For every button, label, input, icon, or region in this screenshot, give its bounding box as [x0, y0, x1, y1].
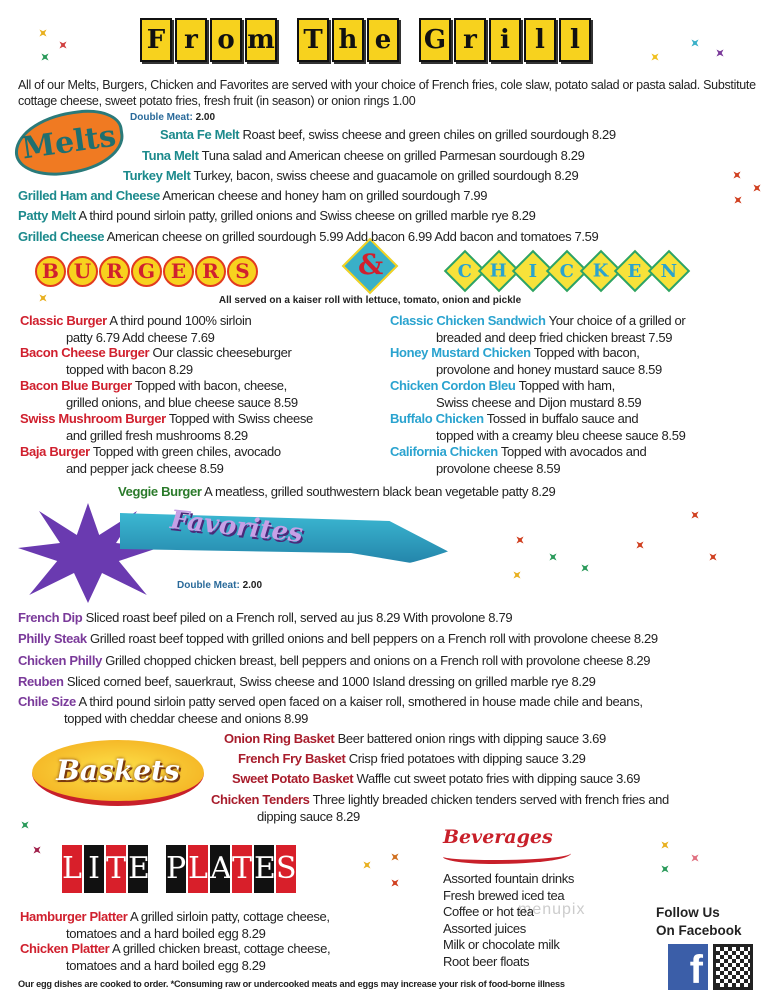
item-desc-cont: dipping sauce 8.29	[257, 809, 360, 824]
banner-letter: I	[512, 250, 554, 292]
ampersand: &	[358, 248, 384, 281]
beverages-swoosh	[443, 846, 571, 864]
title-letter: m	[245, 18, 277, 62]
beverage-item: Assorted juices	[443, 920, 526, 936]
item-name: Onion Ring Basket	[224, 731, 335, 746]
double-meat-label: Double Meat:	[130, 112, 193, 123]
banner-letter: E	[614, 250, 656, 292]
item-desc: Crisp fried potatoes with dipping sauce 3.29	[348, 751, 586, 766]
menu-item	[18, 208, 536, 224]
item-desc: Three lightly breaded chicken tenders served with french fries and	[312, 792, 669, 807]
item-desc: Topped with ham,	[518, 378, 615, 393]
menu-item	[390, 444, 646, 477]
title-letter: F	[140, 18, 172, 62]
item-desc-cont: tomatoes and a hard boiled egg 8.29	[66, 926, 266, 941]
sparkle-icon	[688, 36, 702, 50]
menu-item	[20, 909, 330, 942]
menu-item	[238, 751, 586, 767]
menu-item	[20, 345, 291, 378]
title-letter: o	[210, 18, 242, 62]
sparkle-icon	[731, 193, 745, 207]
menu-item	[123, 168, 578, 184]
double-meat-price: 2.00	[195, 112, 216, 123]
item-desc: Grilled roast beef topped with grilled onions and bell peppers on a French roll with provolone cheese 8.29	[90, 631, 658, 646]
item-desc: Turkey, bacon, swiss cheese and guacamole on grilled sourdough 8.29	[193, 168, 579, 183]
melts-logo: Melts	[10, 105, 128, 182]
qr-code-icon	[713, 944, 753, 990]
item-name: Patty Melt	[18, 208, 76, 223]
sparkle-icon	[578, 561, 592, 575]
item-desc-cont: topped with cheddar cheese and onions 8.99	[64, 711, 309, 726]
follow-line2: On Facebook	[656, 923, 742, 938]
item-desc: Grilled chopped chicken breast, bell peppers and onions on a French roll with provolone cheese 8.29	[105, 653, 651, 668]
title-letter: G	[419, 18, 451, 62]
banner-letter: B	[35, 256, 66, 287]
banner-letter: R	[195, 256, 226, 287]
sparkle-icon	[688, 508, 702, 522]
favorites-title: Favorites	[168, 505, 305, 549]
item-desc-cont: patty 6.79 Add cheese 7.69	[66, 330, 215, 345]
title-letter: e	[367, 18, 399, 62]
item-desc: Topped with avocados and	[500, 444, 647, 459]
item-desc-cont: Swiss cheese and Dijon mustard 8.59	[436, 395, 642, 410]
title-letter: l	[524, 18, 556, 62]
menu-item	[160, 127, 616, 143]
menu-item	[232, 771, 640, 787]
item-name: Chicken Tenders	[211, 792, 310, 807]
title-letter: T	[297, 18, 329, 62]
beverage-item: Fresh brewed iced tea	[443, 887, 565, 903]
item-name: Classic Chicken Sandwich	[390, 313, 546, 328]
sparkle-icon	[30, 843, 44, 857]
sparkle-icon	[648, 50, 662, 64]
sparkle-icon	[546, 550, 560, 564]
item-name: Turkey Melt	[123, 168, 191, 183]
sparkle-icon	[513, 533, 527, 547]
item-desc-cont: and grilled fresh mushrooms 8.29	[66, 428, 248, 443]
menu-item	[211, 792, 669, 825]
baskets-logo: Baskets	[32, 740, 204, 806]
item-desc: Topped with bacon, cheese,	[134, 378, 287, 393]
follow-us	[656, 904, 742, 940]
sparkle-icon	[706, 550, 720, 564]
title-letter: i	[489, 18, 521, 62]
item-name: Grilled Cheese	[18, 229, 105, 244]
menu-item	[18, 229, 598, 245]
title-letter	[280, 18, 294, 62]
banner-letter: C	[444, 250, 486, 292]
item-desc: Beer battered onion rings with dipping sauce 3.69	[337, 731, 606, 746]
double-meat-price: 2.00	[242, 580, 263, 591]
menu-item	[18, 610, 512, 626]
item-desc: Our classic cheeseburger	[152, 345, 292, 360]
item-desc: Sliced corned beef, sauerkraut, Swiss cheese and 1000 Island dressing on grilled marble rye 8.29	[66, 674, 596, 689]
banner-letter: L	[62, 845, 82, 893]
beverage-item: Assorted fountain drinks	[443, 871, 575, 886]
item-desc-cont: tomatoes and a hard boiled egg 8.29	[66, 958, 266, 973]
item-name: Reuben	[18, 674, 64, 689]
menu-item	[18, 631, 658, 647]
item-desc: A grilled chicken breast, cottage cheese,	[111, 941, 331, 956]
item-name: Bacon Blue Burger	[20, 378, 132, 393]
served-note: All served on a kaiser roll with lettuce, tomato, onion and pickle	[218, 295, 522, 306]
sparkle-icon	[713, 46, 727, 60]
item-name: Bacon Cheese Burger	[20, 345, 150, 360]
item-desc-cont: topped with a creamy bleu cheese sauce 8.59	[436, 428, 686, 443]
item-desc: Tossed in buffalo sauce and	[486, 411, 639, 426]
item-name: Honey Mustard Chicken	[390, 345, 531, 360]
sparkle-icon	[688, 851, 702, 865]
title-letter: l	[559, 18, 591, 62]
item-name: Chile Size	[18, 694, 76, 709]
menu-item	[224, 731, 606, 747]
item-name: Sweet Potato Basket	[232, 771, 354, 786]
banner-letter: H	[478, 250, 520, 292]
title-letter: r	[175, 18, 207, 62]
item-name: California Chicken	[390, 444, 498, 459]
item-desc: Topped with green chiles, avocado	[92, 444, 281, 459]
item-desc: A third pound sirloin patty, grilled onions and Swiss cheese on grilled marble rye 8.29	[78, 208, 536, 223]
page-title	[140, 18, 591, 62]
banner-letter: E	[254, 845, 274, 893]
banner-letter: S	[227, 256, 258, 287]
item-name: Chicken Platter	[20, 941, 110, 956]
beverage-item: Root beer floats	[443, 954, 530, 969]
banner-letter: I	[84, 845, 104, 893]
follow-line1: Follow Us	[656, 905, 720, 920]
item-name: Baja Burger	[20, 444, 90, 459]
menu-item	[18, 694, 643, 727]
sparkle-icon	[510, 568, 524, 582]
beverage-item: Coffee or hot tea	[443, 904, 534, 920]
banner-letter: L	[188, 845, 208, 893]
double-meat-label: Double Meat:	[177, 580, 240, 591]
menu-item	[18, 188, 487, 204]
burgers-banner	[35, 256, 258, 287]
item-name: Veggie Burger	[118, 484, 202, 499]
item-desc: A grilled sirloin patty, cottage cheese,	[130, 909, 330, 924]
item-desc: American cheese and honey ham on grilled sourdough 7.99	[162, 188, 488, 203]
item-name: Philly Steak	[18, 631, 87, 646]
menu-item	[142, 148, 585, 164]
sparkle-icon	[750, 181, 764, 195]
sparkle-icon	[633, 538, 647, 552]
menu-item	[390, 378, 641, 411]
sparkle-icon	[388, 850, 402, 864]
item-name: Tuna Melt	[142, 148, 199, 163]
banner-letter: G	[131, 256, 162, 287]
melts-double-meat	[130, 112, 215, 123]
item-desc-cont: topped with bacon 8.29	[66, 362, 193, 377]
menu-item	[18, 653, 650, 669]
banner-letter: T	[106, 845, 126, 893]
beverage-item: Milk or chocolate milk	[443, 937, 560, 953]
banner-letter	[150, 845, 164, 893]
sparkle-icon	[18, 818, 32, 832]
chicken-banner	[450, 256, 684, 286]
item-desc: Topped with Swiss cheese	[168, 411, 313, 426]
title-letter: h	[332, 18, 364, 62]
item-name: French Dip	[18, 610, 83, 625]
title-letter	[402, 18, 416, 62]
item-desc: A meatless, grilled southwestern black bean vegetable patty 8.29	[204, 484, 556, 499]
sparkle-icon	[730, 168, 744, 182]
menu-item-veggie	[118, 484, 555, 500]
menu-item	[390, 345, 662, 378]
banner-letter: P	[166, 845, 186, 893]
sparkle-icon	[36, 26, 50, 40]
menu-item	[20, 941, 330, 974]
menu-item	[390, 313, 685, 346]
item-desc-cont: and pepper jack cheese 8.59	[66, 461, 224, 476]
banner-letter: E	[163, 256, 194, 287]
banner-letter: E	[128, 845, 148, 893]
item-desc: A third pound sirloin patty served open faced on a kaiser roll, smothered in house made chile and beans,	[78, 694, 643, 709]
item-desc: Tuna salad and American cheese on grilled Parmesan sourdough 8.29	[201, 148, 585, 163]
facebook-icon[interactable]: f	[668, 944, 708, 990]
menu-item	[390, 411, 685, 444]
item-name: Chicken Philly	[18, 653, 102, 668]
item-name: Swiss Mushroom Burger	[20, 411, 166, 426]
item-desc: American cheese on grilled sourdough 5.99 Add bacon 6.99 Add bacon and tomatoes 7.59	[106, 229, 599, 244]
item-desc: Topped with bacon,	[533, 345, 640, 360]
intro-text: All of our Melts, Burgers, Chicken and Favorites are served with your choice of French fries, cole slaw, potato salad or pasta salad. Substitute cottage cheese, sweet potato fries, fresh fruit (in season) or onion rings 1.00	[18, 78, 756, 108]
item-name: Chicken Cordon Bleu	[390, 378, 516, 393]
banner-letter: S	[276, 845, 296, 893]
item-desc: Waffle cut sweet potato fries with dipping sauce 3.69	[356, 771, 641, 786]
banner-letter: K	[580, 250, 622, 292]
item-desc-cont: grilled onions, and blue cheese sauce 8.59	[66, 395, 298, 410]
favorites-double-meat	[177, 580, 262, 591]
lite-plates-banner	[62, 845, 296, 893]
item-name: Grilled Ham and Cheese	[18, 188, 160, 203]
item-name: Hamburger Platter	[20, 909, 128, 924]
item-desc: Sliced roast beef piled on a French roll, served au jus 8.29 With provolone 8.79	[85, 610, 513, 625]
menu-item	[18, 674, 595, 690]
sparkle-icon	[658, 838, 672, 852]
item-name: French Fry Basket	[238, 751, 346, 766]
beverages-title: Beverages	[443, 826, 553, 848]
banner-letter: T	[232, 845, 252, 893]
item-name: Classic Burger	[20, 313, 107, 328]
item-name: Buffalo Chicken	[390, 411, 484, 426]
banner-letter: R	[99, 256, 130, 287]
item-desc-cont: provolone and honey mustard sauce 8.59	[436, 362, 662, 377]
sparkle-icon	[388, 876, 402, 890]
menu-item	[20, 378, 298, 411]
title-letter: r	[454, 18, 486, 62]
watermark: menupix	[518, 901, 586, 918]
menu-item	[20, 411, 313, 444]
sparkle-icon	[360, 858, 374, 872]
menu-item	[20, 313, 251, 346]
footer-disclaimer: Our egg dishes are cooked to order. *Consuming raw or undercooked meats and eggs may increase your risk of food-borne illness	[18, 979, 565, 989]
item-desc-cont: provolone cheese 8.59	[436, 461, 561, 476]
item-desc: A third pound 100% sirloin	[109, 313, 252, 328]
item-desc-cont: breaded and deep fried chicken breast 7.59	[436, 330, 673, 345]
banner-letter: C	[546, 250, 588, 292]
item-desc: Roast beef, swiss cheese and green chiles on grilled sourdough 8.29	[242, 127, 616, 142]
item-name: Santa Fe Melt	[160, 127, 240, 142]
menu-item	[20, 444, 281, 477]
item-desc: Your choice of a grilled or	[548, 313, 686, 328]
banner-letter: A	[210, 845, 230, 893]
banner-letter: U	[67, 256, 98, 287]
sparkle-icon	[56, 38, 70, 52]
banner-letter: N	[648, 250, 690, 292]
sparkle-icon	[38, 50, 52, 64]
sparkle-icon	[658, 862, 672, 876]
